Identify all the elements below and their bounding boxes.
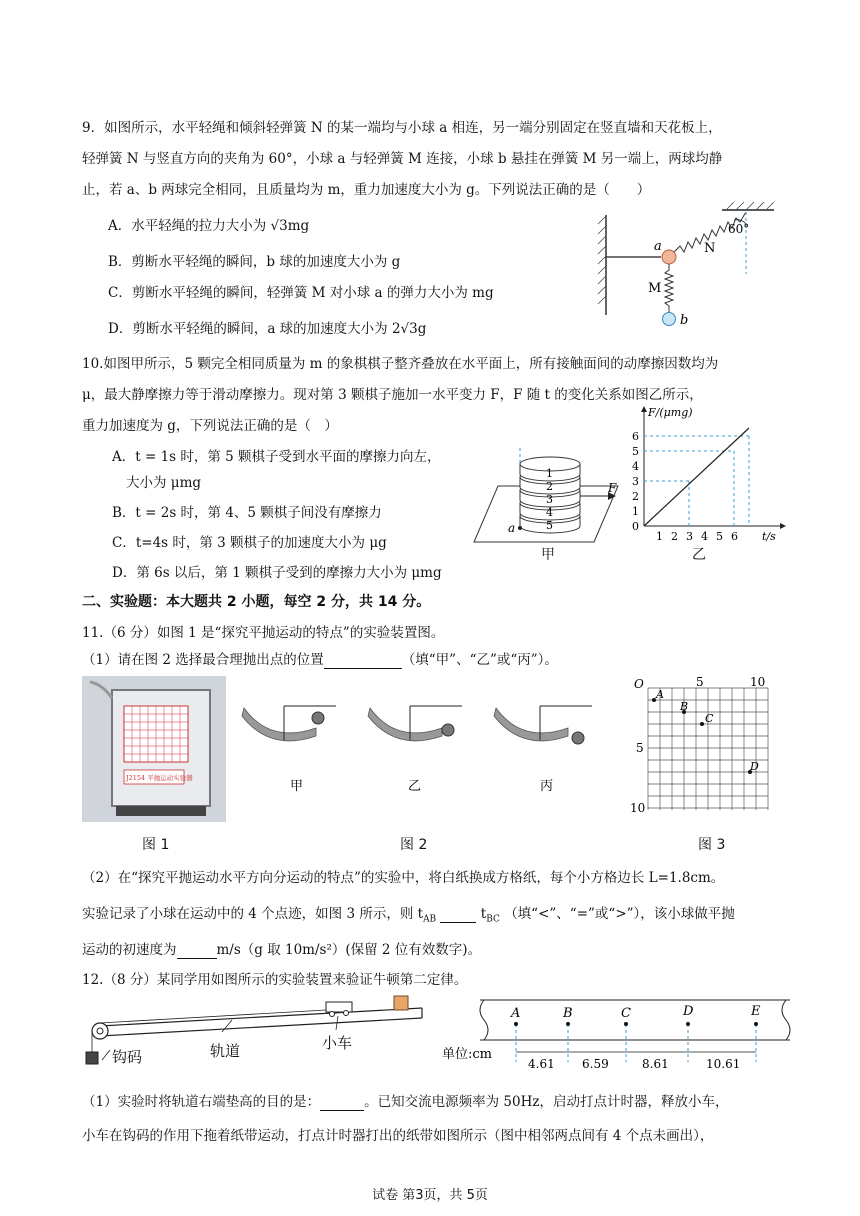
q12-sub1-line-1 xyxy=(82,1090,728,1111)
q11-sub-bc: BC xyxy=(486,914,500,925)
q9-stem-line-1: 9．如图所示，水平轻绳和倾斜轻弹簧 N 的某一端均与小球 a 相连，另一端分别固定在竖直墙和天花板上， xyxy=(82,120,722,136)
q11-sub2-line-3-pre: 运动的初速度为 xyxy=(82,942,177,958)
q9-stem-line-3: 止，若 a、b 两球完全相同，且质量均为 m，重力加速度大小为 g。下列说法正确的是（ ） xyxy=(82,182,651,198)
q10-stack-4: 4 xyxy=(546,506,553,519)
q10-option-a-line-2: 大小为 μmg xyxy=(126,475,202,491)
q11-sub2-line-2-pre: 实验记录了小球在运动中的 4 个点迹，如图 3 所示，则 t xyxy=(82,906,424,922)
q12-tape-distance-bc: 6.59 xyxy=(582,1057,609,1071)
q9-label-a: a xyxy=(654,239,662,254)
section-2-title: 二、实验题：本大题共 2 小题，每空 2 分，共 14 分。 xyxy=(82,594,431,610)
q11-fig3-point-a: A xyxy=(656,688,664,701)
q11-sub1-pre: （1）请在图 2 选择最合理抛出点的位置 xyxy=(82,652,324,668)
q10-caption-jia: 甲 xyxy=(541,547,555,563)
q10-stack-2: 2 xyxy=(546,480,553,493)
q10-xtick-3: 3 xyxy=(686,530,693,543)
q12-tape-point-b: B xyxy=(563,1006,573,1021)
q12-tape-distance-cd: 8.61 xyxy=(642,1057,669,1071)
q9-option-a: A．水平轻绳的拉力大小为 √3mg xyxy=(108,218,310,234)
q12-label-cart: 小车 xyxy=(322,1034,353,1052)
q11-fig3-top-tick-5: 5 xyxy=(696,675,704,689)
q9-angle-label: 60° xyxy=(728,222,750,236)
q11-stem: 11.（6 分）如图 1 是“探究平抛运动的特点”的实验装置图。 xyxy=(82,625,445,641)
q10-ytick-6: 6 xyxy=(632,430,639,443)
q12-sub1-blank[interactable] xyxy=(320,1094,364,1111)
q9-option-b: B．剪断水平轻绳的瞬间，b 球的加速度大小为 g xyxy=(108,254,401,270)
q12-tape-distance-de: 10.61 xyxy=(706,1057,741,1071)
q10-stack-1: 1 xyxy=(546,467,553,480)
q11-fig3-point-c: C xyxy=(705,712,714,725)
q10-option-d: D．第 6s 以后，第 1 颗棋子受到的摩擦力大小为 μmg xyxy=(112,565,442,581)
q11-fig2-label-bing: 丙 xyxy=(540,779,554,794)
q10-xtick-5: 5 xyxy=(716,530,723,543)
q10-ytick-5: 5 xyxy=(632,445,639,458)
q12-tape-point-d: D xyxy=(683,1004,694,1019)
q10-caption-yi: 乙 xyxy=(692,547,706,563)
q11-caption-fig1: 图 1 xyxy=(142,837,170,853)
q11-sub2-line-1: （2）在“探究平抛运动水平方向分运动的特点”的实验中，将白纸换成方格纸，每个小方格边长 L=1.8cm。 xyxy=(82,870,725,886)
q10-ytick-1: 1 xyxy=(632,505,639,518)
q11-sub-ab: AB xyxy=(423,914,437,925)
q12-stem: 12.（8 分）某同学用如图所示的实验装置来验证牛顿第二定律。 xyxy=(82,972,468,988)
q10-option-b: B．t = 2s 时，第 4、5 颗棋子间没有摩擦力 xyxy=(112,505,382,521)
q10-graph-origin: 0 xyxy=(632,520,639,533)
q10-stem-line-1: 10.如图甲所示，5 颗完全相同质量为 m 的象棋棋子整齐叠放在水平面上，所有接触面间的动摩擦因数均为 xyxy=(82,356,719,372)
q10-xtick-6: 6 xyxy=(731,530,738,543)
q11-fig3-origin: O xyxy=(634,677,644,691)
q11-fig3-point-d: D xyxy=(750,760,759,773)
q11-sub2-line-2-mid: t xyxy=(480,906,487,922)
q10-ytick-2: 2 xyxy=(632,490,639,503)
q11-sub1 xyxy=(82,648,558,669)
q10-option-c: C．t=4s 时，第 3 颗棋子的加速度大小为 μg xyxy=(112,535,387,551)
q11-photo-label: J2154 平抛运动实验器 xyxy=(126,774,193,782)
q10-xtick-2: 2 xyxy=(671,530,678,543)
q11-fig2-label-yi: 乙 xyxy=(408,779,422,794)
q11-caption-fig3: 图 3 xyxy=(698,837,726,853)
q10-graph-line xyxy=(644,428,749,526)
q10-graph-ylabel: F/(μmg) xyxy=(648,406,693,419)
q11-apparatus-photo xyxy=(82,676,226,822)
q9-label-m: M xyxy=(648,281,662,296)
q11-fig2-label-jia: 甲 xyxy=(290,779,304,794)
q11-figure-2 xyxy=(240,700,600,800)
q10-option-a-line-1: A．t = 1s 时，第 5 颗棋子受到水平面的摩擦力向左， xyxy=(112,449,441,465)
q11-sub2-blank-velocity[interactable] xyxy=(177,942,217,959)
q11-sub2-line-3-post: m/s（g 取 10m/s²）(保留 2 位有效数字)。 xyxy=(216,942,482,958)
q9-label-n: N xyxy=(704,241,716,256)
q10-ytick-3: 3 xyxy=(632,475,639,488)
q12-sub1-line-1-pre: （1）实验时将轨道右端垫高的目的是： xyxy=(82,1094,321,1110)
q12-tape-point-c: C xyxy=(621,1006,631,1021)
q12-tape-unit: 单位:cm xyxy=(442,1047,492,1062)
q12-sub1-line-2: 小车在钩码的作用下拖着纸带运动，打点计时器打出的纸带如图所示（图中相邻两点间有 4 个点未画出）， xyxy=(82,1128,714,1144)
q9-label-b: b xyxy=(680,313,689,328)
q12-tape-point-e: E xyxy=(751,1004,761,1019)
q10-stack-3: 3 xyxy=(546,493,553,506)
q11-fig3-top-tick-10: 10 xyxy=(750,675,766,689)
q10-xtick-4: 4 xyxy=(701,530,708,543)
q10-ytick-4: 4 xyxy=(632,460,639,473)
q10-figure-yi xyxy=(620,404,790,544)
q11-caption-fig2: 图 2 xyxy=(400,837,428,853)
q12-sub1-line-1-post: 。已知交流电源频率为 50Hz，启动打点计时器，释放小车， xyxy=(364,1094,729,1110)
q11-sub2-line-2-post: （填“<”、“=”或“>”），该小球做平抛 xyxy=(504,906,735,922)
q12-tape-distance-ab: 4.61 xyxy=(528,1057,555,1071)
q12-paper-tape xyxy=(440,996,800,1076)
q11-sub2-line-2 xyxy=(82,902,735,925)
q11-sub1-post: （填“甲”、“乙”或“丙”）。 xyxy=(401,652,558,668)
q9-option-d: D．剪断水平轻绳的瞬间，a 球的加速度大小为 2√3g xyxy=(108,321,427,337)
q11-fig3-left-tick-5: 5 xyxy=(636,741,644,755)
q9-option-c: C．剪断水平轻绳的瞬间，轻弹簧 M 对小球 a 的弹力大小为 mg xyxy=(108,285,494,301)
q10-graph-xlabel: t/s xyxy=(762,530,776,543)
q10-stem-line-2: μ，最大静摩擦力等于滑动摩擦力。现对第 3 颗棋子施加一水平变力 F，F 随 t 的变化关系如图乙所示， xyxy=(82,387,703,403)
q11-figure-3 xyxy=(630,674,780,824)
q10-xtick-1: 1 xyxy=(656,530,663,543)
q11-sub1-blank[interactable] xyxy=(324,652,402,669)
q9-figure xyxy=(594,200,784,335)
q12-tape-point-a: A xyxy=(511,1006,521,1021)
q9-stem-line-2: 轻弹簧 N 与竖直方向的夹角为 60°，小球 a 与轻弹簧 M 连接，小球 b 悬挂在弹簧 M 另一端上，两球均静 xyxy=(82,151,723,167)
q11-fig3-left-tick-10: 10 xyxy=(630,801,646,815)
q10-stem-line-3: 重力加速度为 g，下列说法正确的是（ ） xyxy=(82,418,338,434)
q10-stack-5: 5 xyxy=(546,519,553,532)
q11-sub2-blank-compare[interactable] xyxy=(440,906,476,923)
page-footer: 试卷 第3页，共 5页 xyxy=(372,1188,488,1203)
q10-force-label: F xyxy=(608,481,617,495)
q10-point-a-label: a xyxy=(508,521,516,535)
q11-sub2-line-3 xyxy=(82,938,481,959)
q11-fig3-point-b: B xyxy=(680,700,689,713)
q12-label-weight: 钩码 xyxy=(112,1048,143,1066)
q12-label-track: 轨道 xyxy=(210,1042,241,1060)
